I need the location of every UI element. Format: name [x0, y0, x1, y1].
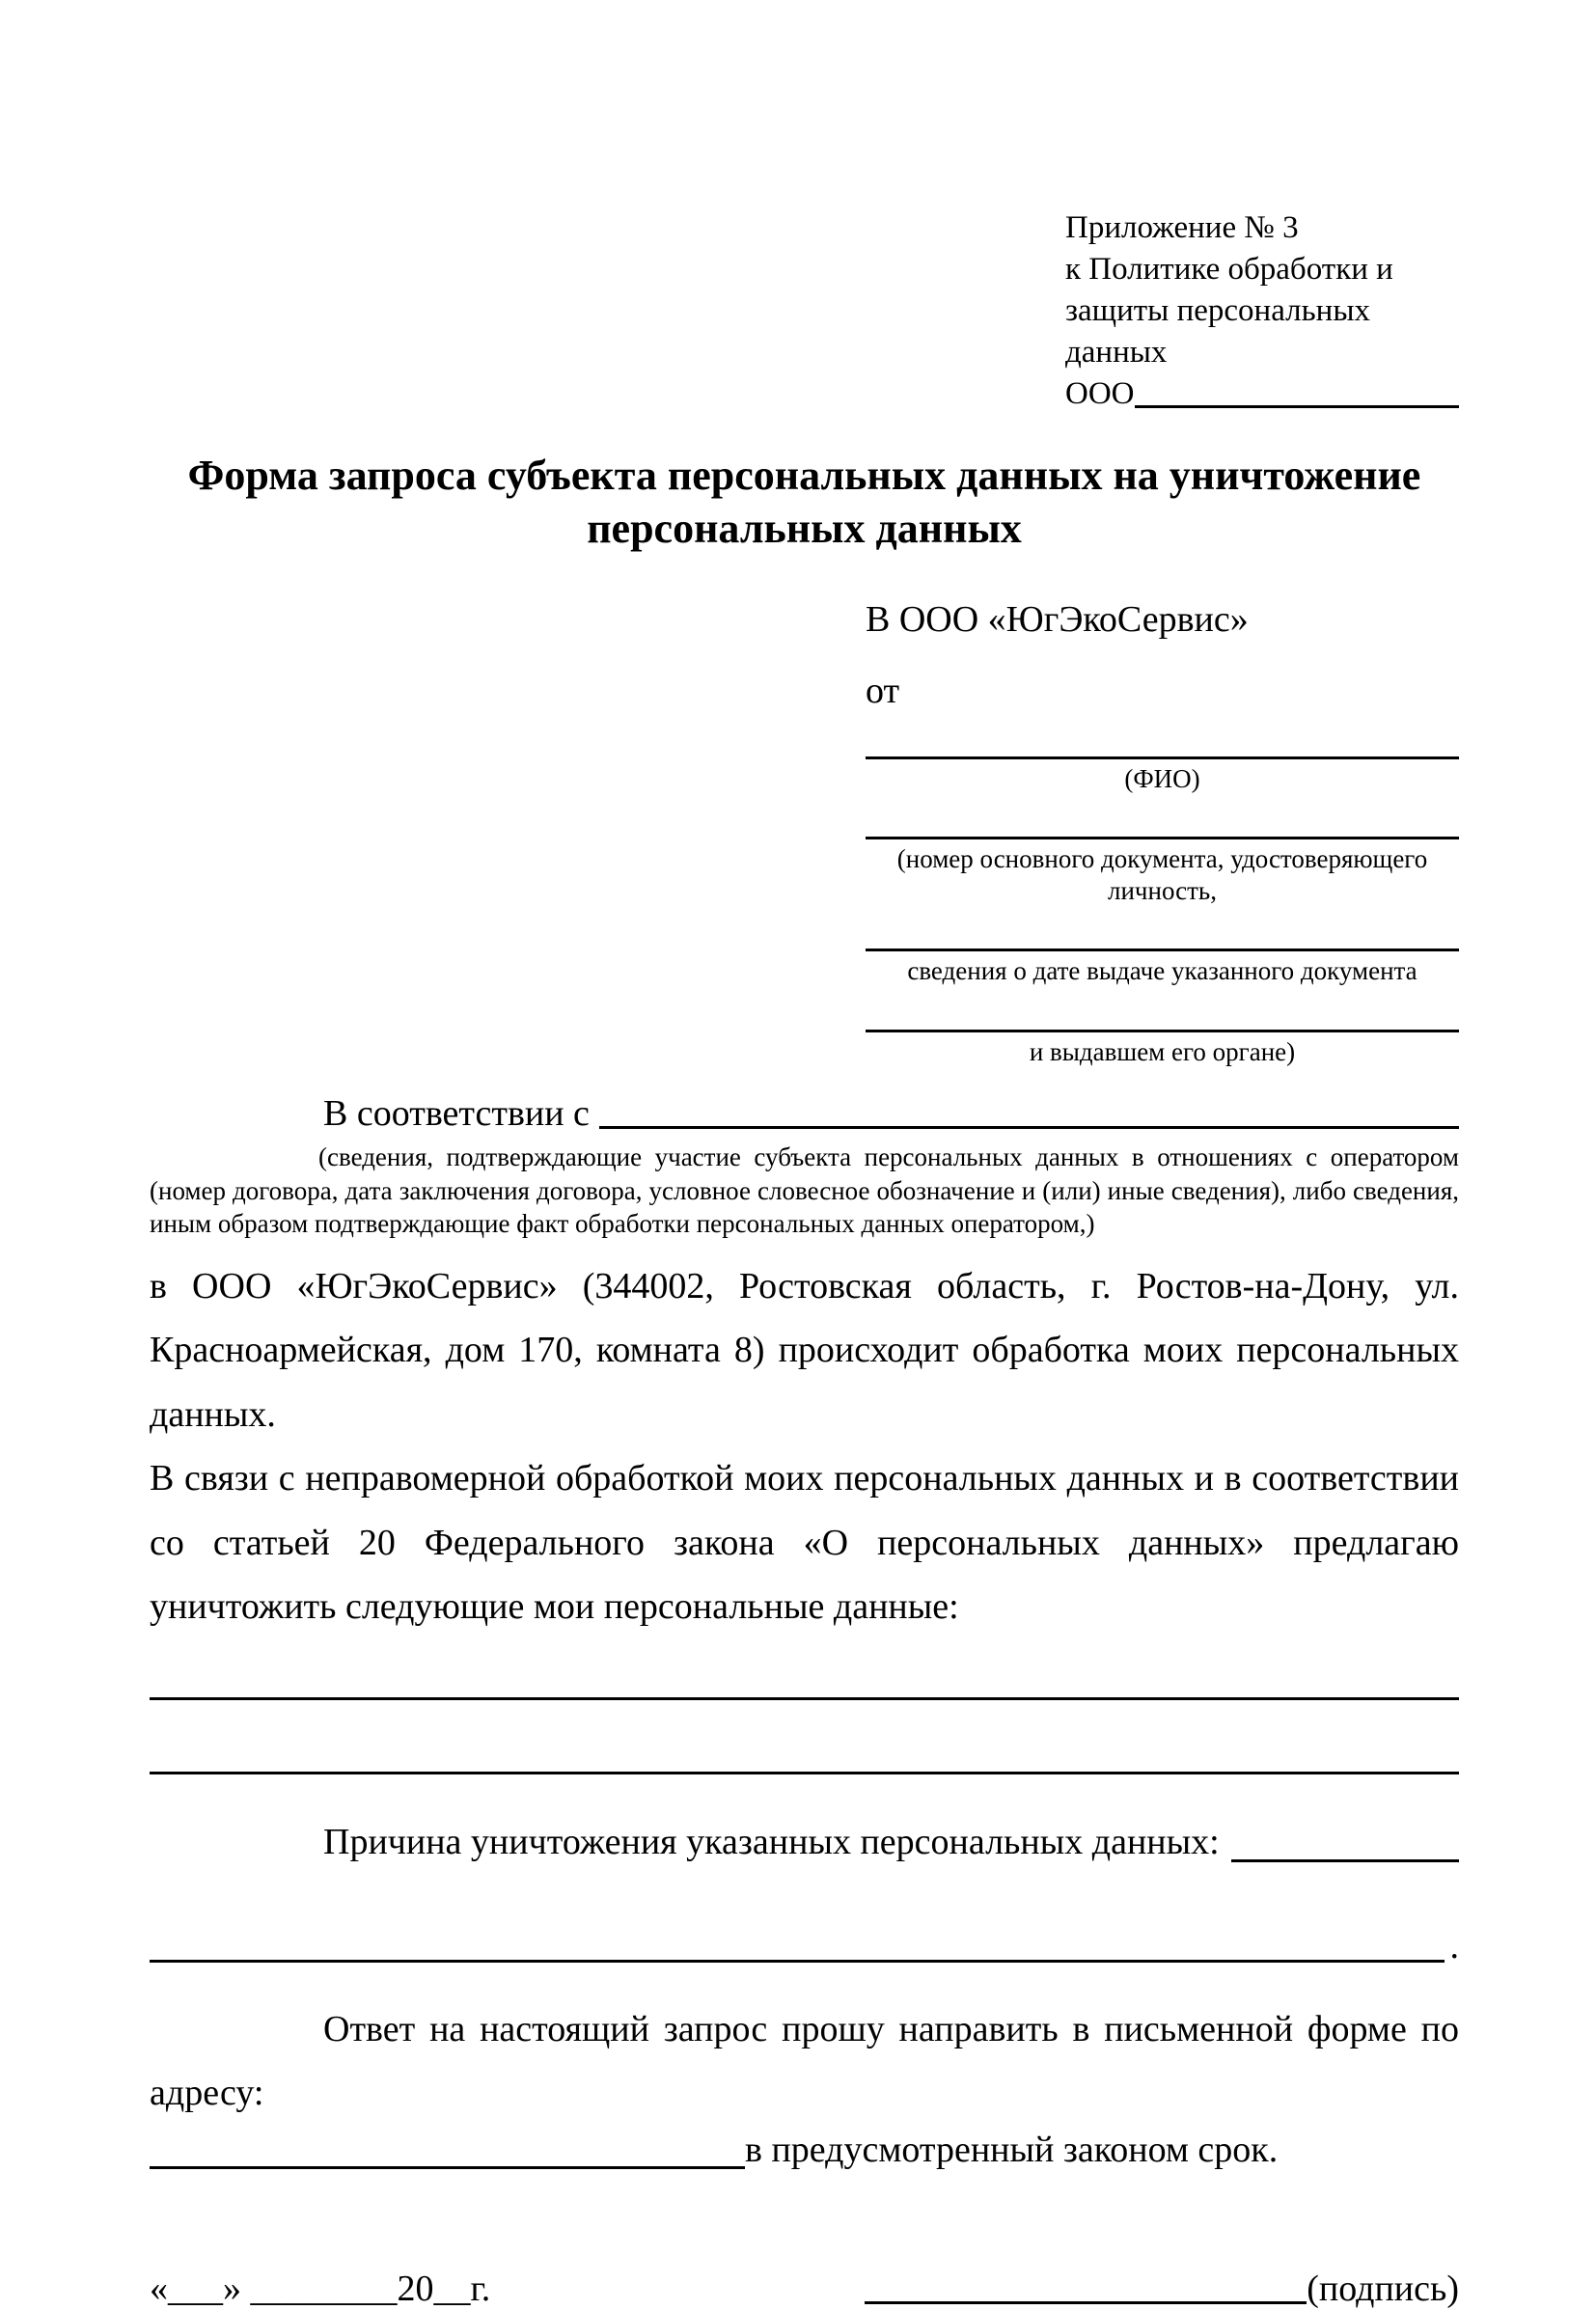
- accordance-row: [150, 1092, 1459, 1135]
- accordance-note: (сведения, подтверждающие участие субъекта персональных данных в отношениях с оператором (номер договора, дата заключения договора, условное словесное обозначение и (или) иные сведения), либо сведения, иным образом подтверждающие факт обработки персональных данных оператором,): [150, 1142, 1459, 1239]
- main-paragraph-2: В связи с неправомерной обработкой моих персональных данных и в соответствии со статьей 20 Федерального закона «О персональных данных» предлагаю уничтожить следующие мои персональные данные:: [150, 1458, 1459, 1628]
- annex-company-row: [1065, 373, 1459, 415]
- accordance-prefix: В соответствии с: [323, 1093, 590, 1134]
- reason-blank-field-2[interactable]: [150, 1960, 1445, 1963]
- document-title: Форма запроса субъекта персональных данных на уничтожение персональных данных: [187, 452, 1421, 553]
- document-number-blank-field[interactable]: [866, 837, 1459, 839]
- signature-blank-field[interactable]: [865, 2301, 1307, 2304]
- company-name-blank-field[interactable]: [1135, 405, 1460, 408]
- document-issue-date-caption: сведения о дате выдаче указанного документа: [907, 956, 1417, 986]
- document-number-caption: (номер основного документа, удостоверяющего личность,: [896, 844, 1428, 905]
- addressee-block: [866, 595, 1459, 1067]
- annex-header-block: [1065, 207, 1459, 414]
- personal-data-blank-field-1[interactable]: [150, 1697, 1459, 1700]
- document-issuer-blank-field[interactable]: [866, 1030, 1459, 1032]
- response-request-paragraph: Ответ на настоящий запрос прошу направить в письменной форме по адресу:: [150, 2008, 1459, 2114]
- reason-label: Причина уничтожения указанных персональных данных:: [323, 1821, 1220, 1862]
- reason-row: [150, 1817, 1459, 1868]
- company-prefix: ООО: [1065, 375, 1135, 411]
- addressee-from-label: от: [866, 670, 900, 711]
- fio-blank-field[interactable]: [866, 756, 1459, 759]
- main-paragraph-1: в ООО «ЮгЭкоСервис» (344002, Ростовская область, г. Ростов-на-Дону, ул. Красноармейская, дом 170, комната 8) происходит обработка моих персональных данных.: [150, 1265, 1459, 1435]
- response-address-blank-field[interactable]: [150, 2166, 745, 2169]
- document-issuer-caption: и выдавшем его органе): [1029, 1036, 1296, 1066]
- document-content: [150, 207, 1459, 2310]
- reason-continuation-row: [150, 1925, 1459, 1966]
- reason-terminator: .: [1449, 1925, 1459, 1966]
- response-suffix: в предусмотренный законом срок.: [745, 2129, 1279, 2170]
- signature-group: [865, 2268, 1459, 2310]
- document-issue-date-blank-field[interactable]: [866, 949, 1459, 951]
- footer-row: [150, 2268, 1459, 2310]
- annex-header-line-1: Приложение № 3: [1065, 210, 1299, 245]
- personal-data-blank-field-2[interactable]: [150, 1772, 1459, 1774]
- annex-header-line-2: к Политике обработки и: [1065, 251, 1393, 287]
- date-template: «___» ________20__г.: [150, 2269, 491, 2310]
- fio-caption: (ФИО): [1124, 764, 1200, 794]
- annex-header-line-3: защиты персональных данных: [1065, 292, 1370, 370]
- reason-blank-field[interactable]: [1231, 1859, 1459, 1862]
- signature-caption: (подпись): [1307, 2269, 1459, 2310]
- response-address-row: [150, 2126, 1459, 2175]
- addressee-to: В ООО «ЮгЭкоСервис»: [866, 599, 1249, 641]
- accordance-blank-field[interactable]: [599, 1126, 1459, 1129]
